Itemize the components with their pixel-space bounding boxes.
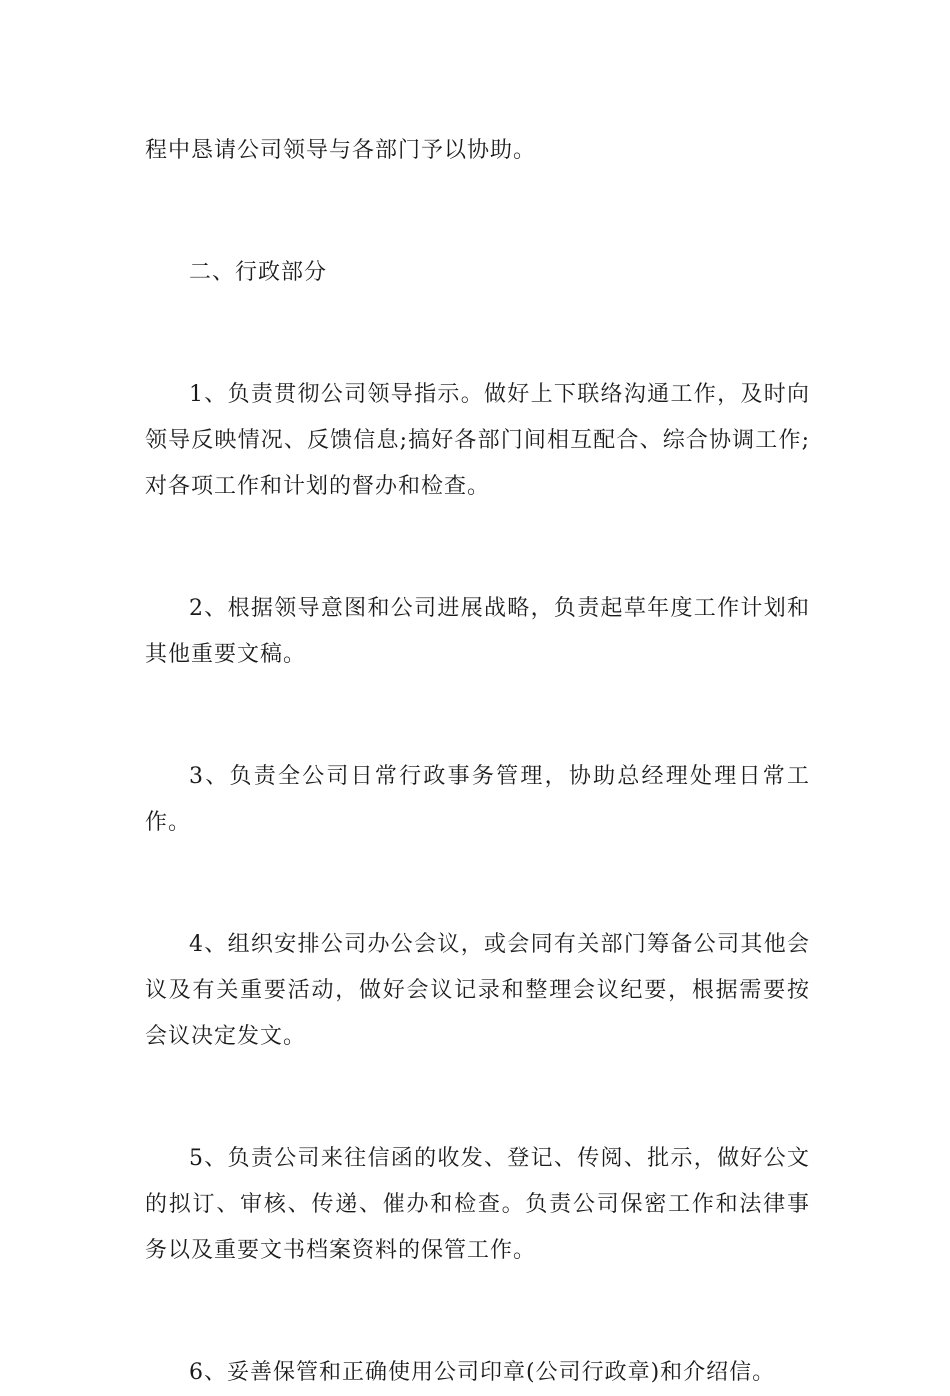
section-heading: 二、行政部分: [189, 260, 328, 285]
paragraph-gap: [145, 296, 810, 372]
document-body: [145, 128, 810, 1396]
paragraph-gap: [145, 1274, 810, 1350]
paragraph-continuation: 程中恳请公司领导与各部门予以协助。: [145, 138, 537, 163]
paragraph-gap: [145, 678, 810, 754]
paragraph-gap: [145, 1060, 810, 1136]
list-item: 1、负责贯彻公司领导指示。做好上下联络沟通工作，及时向领导反映情况、反馈信息;搞好各部门间相互配合、综合协调工作;对各项工作和计划的督办和检查。: [145, 382, 810, 499]
list-item: 3、负责全公司日常行政事务管理，协助总经理处理日常工作。: [145, 764, 810, 835]
list-item: 6、妥善保管和正确使用公司印章(公司行政章)和介绍信。: [189, 1360, 776, 1385]
list-item: 4、组织安排公司办公会议，或会同有关部门筹备公司其他会议及有关重要活动，做好会议记录和整理会议纪要，根据需要按会议决定发文。: [145, 932, 810, 1049]
list-item: 5、负责公司来往信函的收发、登记、传阅、批示，做好公文的拟订、审核、传递、催办和检查。负责公司保密工作和法律事务以及重要文书档案资料的保管工作。: [145, 1146, 810, 1263]
paragraph-gap: [145, 510, 810, 586]
list-item: 2、根据领导意图和公司进展战略，负责起草年度工作计划和其他重要文稿。: [145, 596, 810, 667]
paragraph-gap: [145, 846, 810, 922]
paragraph-gap: [145, 174, 810, 250]
